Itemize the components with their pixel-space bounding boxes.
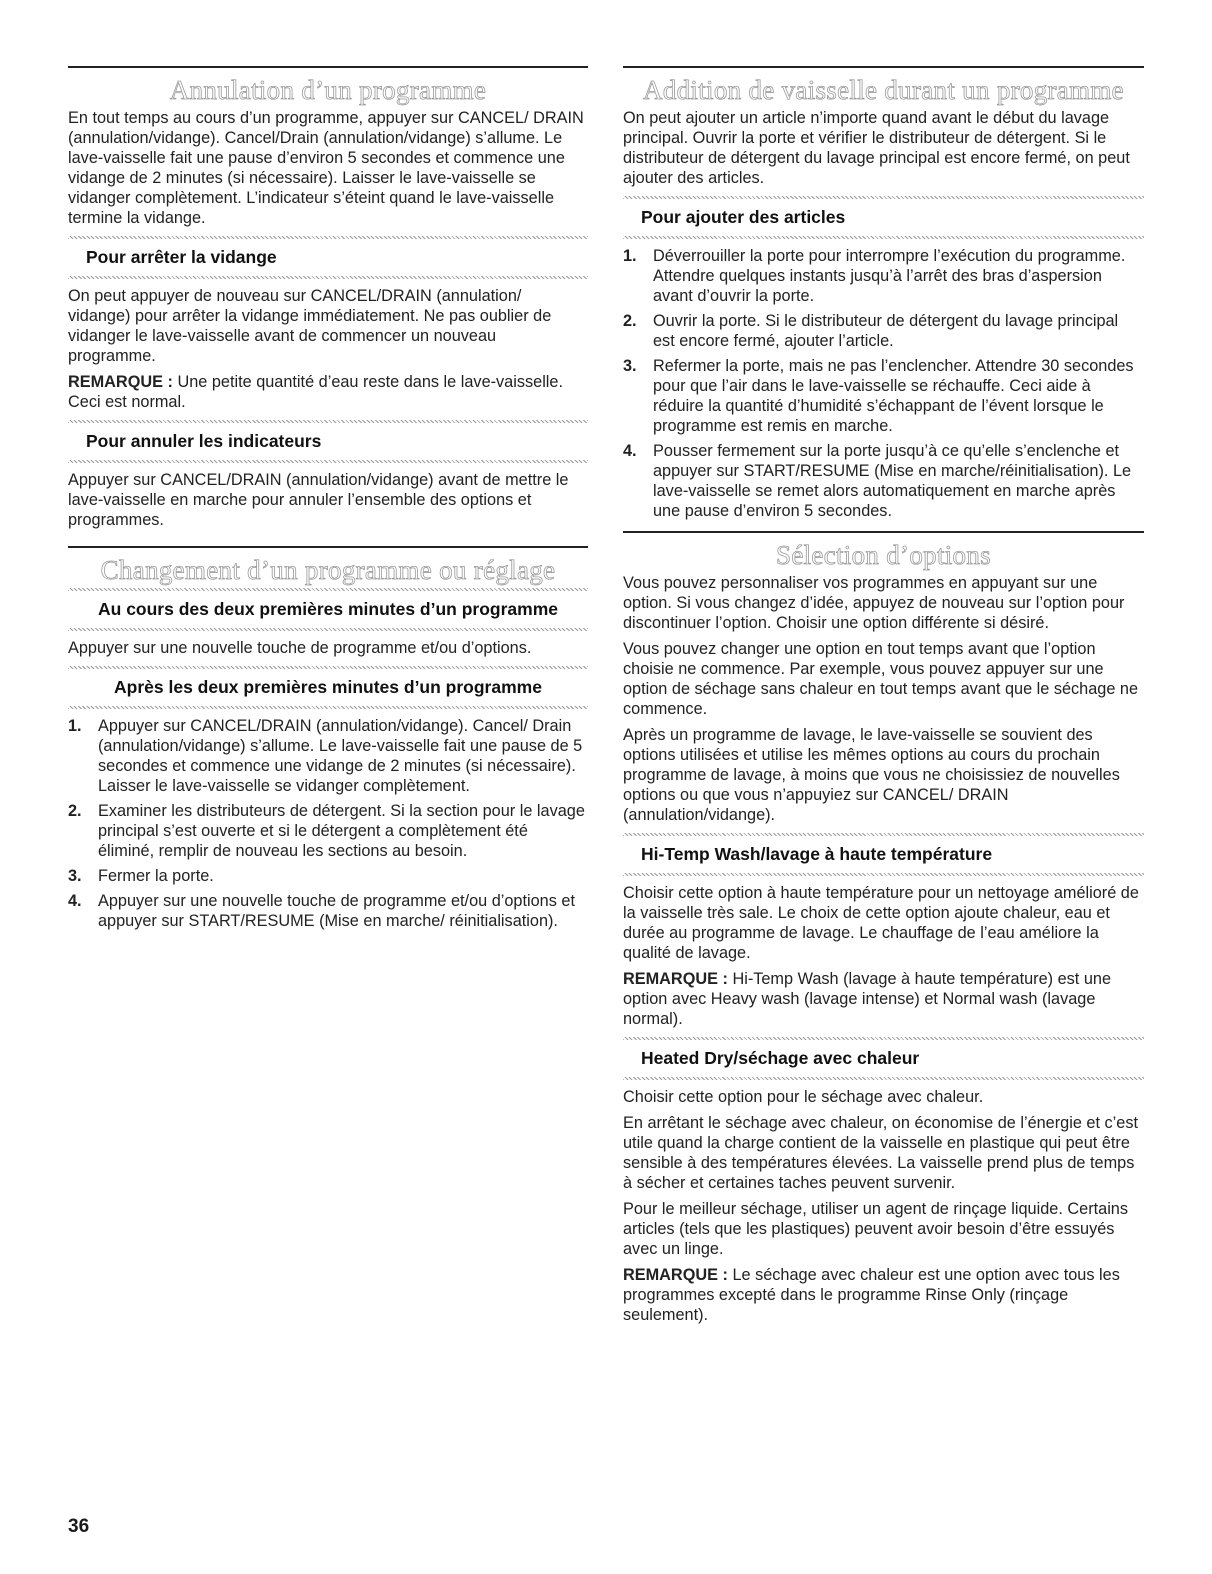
heading-hi-temp-wash: Hi-Temp Wash/lavage à haute température bbox=[641, 844, 993, 864]
step-text: Examiner les distributeurs de détergent. Si la section pour le lavage principal s’est ouverte et si le détergent a complètement été éliminé, remplir de nouveau les sections au besoin. bbox=[98, 802, 585, 860]
hatch-divider bbox=[68, 628, 588, 631]
note-label: REMARQUE : bbox=[623, 1266, 728, 1284]
section-rule bbox=[68, 66, 588, 68]
note-text: Une petite quantité d’eau reste dans le lave-vaisselle. Ceci est normal. bbox=[68, 373, 564, 411]
selection-p1: Vous pouvez personnaliser vos programmes en appuyant sur une option. Si vous changez d’idée, appuyez de nouveau sur l’option pour discontinuer l’option. Choisir une option différente si désiré. bbox=[623, 574, 1125, 632]
hatch-divider bbox=[68, 276, 588, 279]
step-number: 4. bbox=[68, 892, 82, 910]
list-item bbox=[623, 311, 1144, 351]
section-rule bbox=[68, 546, 588, 548]
heated-dry-p3: Pour le meilleur séchage, utiliser un agent de rinçage liquide. Certains articles (tels que les plastiques) peuvent avoir besoin d’être essuyés avec un linge. bbox=[623, 1200, 1129, 1258]
section-title-changement: Changement d’un programme ou réglage bbox=[100, 555, 556, 585]
step-text: Appuyer sur une nouvelle touche de programme et/ou d’options et appuyer sur START/RESUME (Mise en marche/ réinitialisation). bbox=[98, 892, 575, 930]
list-item bbox=[623, 441, 1144, 521]
heading-after-two-minutes: Après les deux premières minutes d’un programme bbox=[114, 677, 542, 697]
hatch-divider bbox=[68, 236, 588, 239]
note-text: Hi-Temp Wash (lavage à haute température) est une option avec Heavy wash (lavage intense) et Normal wash (lavage normal). bbox=[623, 970, 1112, 1028]
hatch-divider bbox=[68, 666, 588, 669]
hatch-divider bbox=[623, 873, 1144, 876]
heading-stop-drain: Pour arrêter la vidange bbox=[86, 247, 277, 267]
hatch-divider bbox=[68, 706, 588, 709]
left-column bbox=[68, 66, 588, 937]
hi-temp-body: Choisir cette option à haute température pour un nettoyage amélioré de la vaisselle très sale. Le choix de cette option ajoute chaleur, eau et durée au programme de lavage. Le chauffage de l’eau améliore la qualité de lavage. bbox=[623, 884, 1139, 962]
heading-add-items: Pour ajouter des articles bbox=[641, 207, 846, 227]
step-text: Ouvrir la porte. Si le distributeur de détergent du lavage principal est encore fermé, ajouter l’article. bbox=[653, 312, 1119, 350]
step-number: 1. bbox=[68, 717, 82, 735]
list-item bbox=[623, 246, 1144, 306]
step-number: 2. bbox=[68, 802, 82, 820]
section-title-annulation: Annulation d’un programme bbox=[169, 75, 487, 105]
step-text: Pousser fermement sur la porte jusqu’à ce qu’elle s’enclenche et appuyer sur START/RESUME (Mise en marche/réinitialisation). Le lave-vaisselle se remet alors automatiquement en marche après une pause d’environ 5 secondes. bbox=[653, 442, 1132, 520]
hatch-divider bbox=[68, 420, 588, 423]
step-text: Fermer la porte. bbox=[98, 867, 214, 885]
list-item bbox=[68, 891, 588, 931]
heated-dry-p2: En arrêtant le séchage avec chaleur, on économise de l’énergie et c’est utile quand la charge contient de la vaisselle en plastique qui peut être sensible à des températures élevées. La vaisselle prend plus de temps à sécher et certaines taches peuvent survenir. bbox=[623, 1114, 1138, 1192]
note-label: REMARQUE : bbox=[68, 373, 173, 391]
list-item bbox=[68, 801, 588, 861]
heading-heated-dry: Heated Dry/séchage avec chaleur bbox=[641, 1048, 920, 1068]
hatch-divider bbox=[623, 1077, 1144, 1080]
heated-dry-note bbox=[623, 1265, 1144, 1325]
list-item bbox=[623, 356, 1144, 436]
step-text: Refermer la porte, mais ne pas l’enclencher. Attendre 30 secondes pour que l’air dans le lave-vaisselle se réchauffe. Ceci aide à réduire la quantité d’humidité s’échappant de l’évent lorsque le programme est remis en marche. bbox=[653, 357, 1134, 435]
hatch-divider bbox=[68, 588, 588, 591]
heated-dry-p1: Choisir cette option pour le séchage avec chaleur. bbox=[623, 1088, 984, 1106]
note-text: Le séchage avec chaleur est une option avec tous les programmes excepté dans le programme Rinse Only (rinçage seulement). bbox=[623, 1266, 1120, 1324]
step-number: 2. bbox=[623, 312, 637, 330]
stop-drain-body: On peut appuyer de nouveau sur CANCEL/DRAIN (annulation/ vidange) pour arrêter la vidange immédiatement. Ne pas oublier de vidanger le lave-vaisselle avant de commencer un nouveau programme. bbox=[68, 287, 552, 365]
cancel-indicators-body: Appuyer sur CANCEL/DRAIN (annulation/vidange) avant de mettre le lave-vaisselle en marche pour annuler l’ensemble des options et programmes. bbox=[68, 471, 569, 529]
hi-temp-note bbox=[623, 969, 1144, 1029]
addition-body: On peut ajouter un article n’importe quand avant le début du lavage principal. Ouvrir la porte et vérifier le distributeur de détergent. Si le distributeur de détergent du lavage principal est encore fermé, on peut ajouter des articles. bbox=[623, 109, 1130, 187]
page-number: 36 bbox=[68, 1516, 90, 1537]
note-label: REMARQUE : bbox=[623, 970, 728, 988]
right-column bbox=[623, 66, 1144, 1331]
step-text: Appuyer sur CANCEL/DRAIN (annulation/vidange). Cancel/ Drain (annulation/vidange) s’allume. Le lave-vaisselle fait une pause de 5 secondes et commence une vidange de 2 minutes (si nécessaire). Laisser le lave-vaisselle se vidanger complètement. bbox=[98, 717, 583, 795]
hatch-divider bbox=[623, 1037, 1144, 1040]
add-items-steps bbox=[623, 246, 1144, 521]
section-title-selection: Sélection d’options bbox=[776, 540, 991, 570]
heading-cancel-indicators: Pour annuler les indicateurs bbox=[86, 431, 322, 451]
list-item bbox=[68, 716, 588, 796]
step-number: 3. bbox=[623, 357, 637, 375]
section-rule bbox=[623, 531, 1144, 533]
list-item bbox=[68, 866, 588, 886]
annulation-body: En tout temps au cours d’un programme, appuyer sur CANCEL/ DRAIN (annulation/vidange). Cancel/Drain (annulation/vidange) s’allume. Le lave-vaisselle fait une pause d’environ 5 secondes et commence une vidange de 2 minutes (si nécessaire). Laisser le lave-vaisselle se vidanger complètement. L’indicateur s’éteint quand le lave-vaisselle termine la vidange. bbox=[68, 109, 584, 227]
hatch-divider bbox=[68, 460, 588, 463]
step-number: 1. bbox=[623, 247, 637, 265]
selection-p2: Vous pouvez changer une option en tout temps avant que l’option choisie ne commence. Par exemple, vous pouvez appuyer sur une option de séchage sans chaleur en tout temps avant que le séchage ne commence. bbox=[623, 640, 1139, 718]
step-number: 4. bbox=[623, 442, 637, 460]
stop-drain-note bbox=[68, 372, 588, 412]
hatch-divider bbox=[623, 196, 1144, 199]
section-title-addition: Addition de vaisselle durant un programme bbox=[643, 75, 1124, 105]
hatch-divider bbox=[623, 833, 1144, 836]
heading-first-two-minutes: Au cours des deux premières minutes d’un programme bbox=[98, 599, 558, 619]
hatch-divider bbox=[623, 236, 1144, 239]
after-two-minutes-steps bbox=[68, 716, 588, 931]
step-text: Déverrouiller la porte pour interrompre l’exécution du programme. Attendre quelques instants jusqu’à l’arrêt des bras d’aspersion avant d’ouvrir la porte. bbox=[653, 247, 1126, 305]
section-rule bbox=[623, 66, 1144, 68]
selection-p3: Après un programme de lavage, le lave-vaisselle se souvient des options utilisées et utilise les mêmes options au cours du prochain programme de lavage, à moins que vous ne choisissiez de nouvelles options ou que vous n’appuyiez sur CANCEL/ DRAIN (annulation/vidange). bbox=[623, 726, 1120, 824]
step-number: 3. bbox=[68, 867, 82, 885]
first-two-minutes-body: Appuyer sur une nouvelle touche de programme et/ou d’options. bbox=[68, 639, 532, 657]
